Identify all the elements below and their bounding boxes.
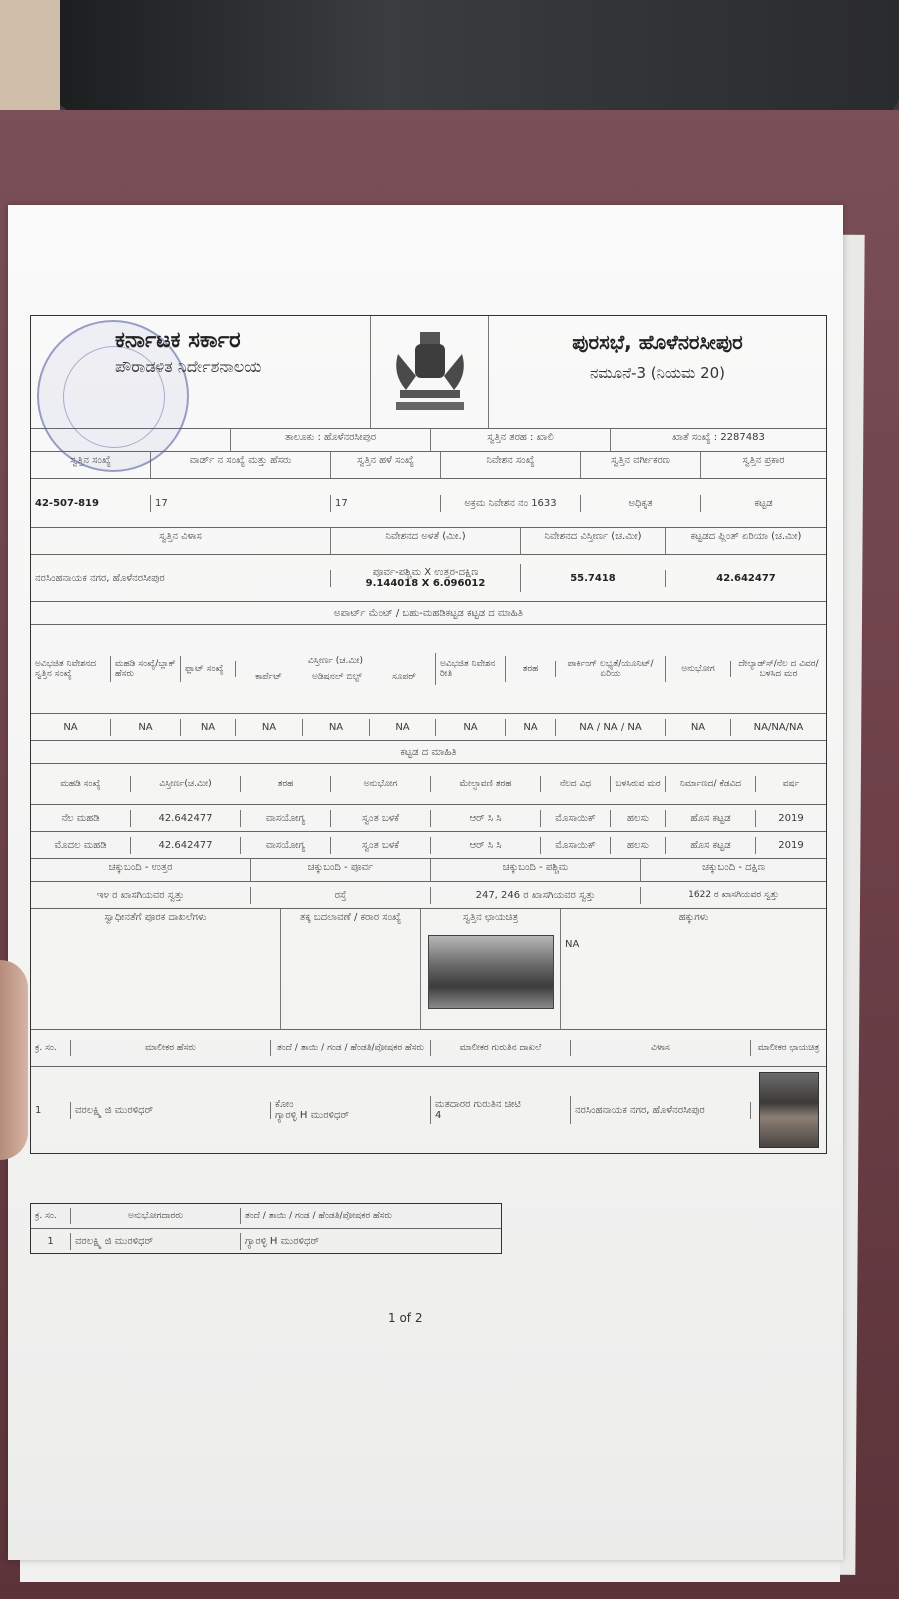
owner-name: ವರಲಕ್ಷ್ಮಿ ಜಿ ಮುರಳಿಧರ್	[71, 1102, 271, 1119]
building-row	[31, 805, 826, 832]
building-cell: ಮೊಸಾಯಿಕ್	[541, 837, 611, 854]
col-property-no: ಸ್ವತ್ತಿನ ಸಂಖ್ಯೆ	[31, 452, 151, 478]
col-building-0: ಮಹಡಿ ಸಂಖ್ಯೆ	[31, 776, 131, 792]
building-cell: 42.642477	[131, 837, 241, 854]
col-old-no: ಸ್ವತ್ತಿನ ಹಳೆ ಸಂಖ್ಯೆ	[331, 452, 441, 478]
building-rows	[31, 805, 826, 859]
property-form	[30, 315, 827, 1154]
apt-value: NA	[303, 719, 370, 736]
state-emblem-icon	[390, 330, 470, 414]
col-area-group	[236, 653, 436, 685]
building-cell: 42.642477	[131, 810, 241, 827]
building-cell: ಹೊಸ ಕಟ್ಟಡ	[666, 837, 756, 854]
docs-reg	[31, 909, 281, 1029]
khata-number: ಖಾತೆ ಸಂಖ್ಯೆ : 2287483	[672, 432, 765, 443]
area-group-label: ವಿಸ್ತೀರ್ಣ (ಚ.ಮೀ)	[307, 656, 364, 666]
property-number: 42-507-819	[31, 495, 151, 512]
col-built-area: ಕಟ್ಟಡದ ಪ್ಲಿಂತ್ ಏರಿಯಾ (ಚ.ಮೀ)	[690, 531, 802, 542]
col-building-8: ವರ್ಷ	[782, 779, 800, 789]
building-row	[31, 832, 826, 859]
col-possession-docs: ಸ್ವಾಧೀನತೆಗೆ ಪೂರಕ ದಾಖಲೆಗಳು	[104, 912, 207, 923]
apt-value: NA	[666, 719, 731, 736]
apt-value: NA	[370, 719, 436, 736]
col-usage: ಅನುಭೋಗ	[666, 661, 731, 677]
apt-value: NA	[236, 719, 303, 736]
laptop-in-background	[40, 0, 899, 120]
apt-value: NA	[181, 719, 236, 736]
building-cell: ವಾಸಯೋಗ್ಯ	[241, 837, 331, 854]
col-demand-no: ತಕ್ಕ ಬದಲಾವಣೆ / ಕರಾರ ಸಂಖ್ಯೆ	[281, 909, 421, 1029]
building-cell: ಹೊಸ ಕಟ್ಟಡ	[666, 810, 756, 827]
form-number: ನಮೂನೆ-3 (ನಿಯಮ 20)	[589, 364, 726, 382]
boundary-values-row	[31, 882, 826, 909]
col-building-7: ನಿರ್ಮಾಣದ/ ಕೆಡವಿದ	[666, 776, 756, 792]
id-type: ಮತದಾರರ ಗುರುತಿನ ಚೀಟಿ	[435, 1099, 521, 1110]
form-header	[31, 316, 826, 429]
col-building-5: ನೆಲದ ವಿಧ	[541, 776, 611, 792]
apt-value: NA	[111, 719, 181, 736]
col-east: ಚಕ್ಕುಬಂದಿ - ಪೂರ್ವ	[251, 859, 431, 881]
owner-photo-cell	[751, 1069, 826, 1151]
col-super: ಸೂಪರ್	[391, 672, 416, 682]
owner-photo	[759, 1072, 819, 1148]
apartment-values-row	[31, 714, 826, 741]
owner-address: ನರಸಿಂಹನಾಯಕ ನಗರ, ಹೊಳೆನರಸೀಪುರ	[571, 1102, 751, 1119]
property-address: ನರಸಿಂಹನಾಯಕ ನಗರ, ಹೊಳೆನರಸೀಪುರ	[31, 570, 331, 587]
col-occupant: ಅನುಭೋಗದಾರರು	[71, 1208, 241, 1224]
col-sl: ಕ್ರ. ಸಂ.	[31, 1040, 71, 1056]
owner-header-row	[31, 1030, 826, 1067]
page-indicator: 1 of 2	[388, 1311, 423, 1325]
building-cell: ಸ್ವಂತ ಬಳಕೆ	[331, 837, 431, 854]
header-right	[489, 316, 826, 428]
col-property-photo: ಸ್ವತ್ತಿನ ಛಾಯಚಿತ್ರ	[462, 912, 519, 923]
owner-values-row	[31, 1067, 826, 1153]
dimension-label: ಪೂರ್ವ-ಪಶ್ಚಿಮ X ಉತ್ತರ-ದಕ್ಷಿಣ	[372, 567, 479, 578]
occupant-sl: 1	[31, 1233, 71, 1250]
col-dimension: ನಿವೇಶನದ ಅಳತೆ (ಮೀ.)	[331, 528, 521, 554]
col-carpet: ಕಾರ್ಪೆಟ್	[255, 672, 282, 682]
property-kind: ಸ್ವತ್ತಿನ ತರಹ : ಖಾಲಿ	[431, 429, 611, 451]
col-building-6: ಬಳಸಿರುವ ಮರ	[611, 776, 666, 792]
boundary-east: ರಸ್ತೆ	[251, 887, 431, 904]
relation-type: ಕೋಂ	[275, 1099, 294, 1110]
relation-name: ಗ್ಯಾರಳ್ಳಿ H ಮುರಳಿಧರ್	[275, 1110, 349, 1121]
col-parking: ಪಾರ್ಕಿಂಗ್ ಲಭ್ಯತೆ/ಯೂನಿಟ್/ಏರಿಯ	[556, 656, 666, 682]
col-south: ಚಕ್ಕುಬಂದಿ - ದಕ್ಷಿಣ	[702, 862, 765, 873]
directorate-title: ಪೌರಾಡಳಿತ ನಿರ್ದೇಶನಾಲಯ	[115, 357, 262, 376]
apt-value: NA / NA / NA	[556, 719, 666, 736]
property-values-row	[31, 479, 826, 528]
apartment-header-row	[31, 625, 826, 714]
boundary-west: 247, 246 ರ ಖಾಸಗಿಯವರ ಸ್ವತ್ತು	[431, 887, 641, 904]
col-west: ಚಕ್ಕುಬಂದಿ - ಪಶ್ಚಿಮ	[431, 859, 641, 881]
col-relation: ತಂದೆ / ತಾಯಿ / ಗಂಡ / ಹೆಂಡತಿ/ಪೋಷಕರ ಹೆಸರು	[271, 1040, 431, 1056]
site-number: ಅಕ್ರಮ ನಿವೇಶನ ನಂ 1633	[441, 495, 581, 512]
building-cell: ಆರ್ ಸಿ ಸಿ	[431, 810, 541, 827]
col-id-doc: ಮಾಲೀಕರ ಗುರುತಿನ ದಾಖಲೆ	[431, 1040, 571, 1056]
building-cell: ನೆಲ ಮಹಡಿ	[31, 810, 131, 827]
building-cell: ಆರ್ ಸಿ ಸಿ	[431, 837, 541, 854]
site-area: 55.7418	[521, 570, 666, 587]
col-flat-no: ಫ್ಲಾಟ್ ಸಂಖ್ಯೆ	[181, 661, 236, 677]
col-site-no: ನಿವೇಶನ ಸಂಖ್ಯೆ	[441, 452, 581, 478]
col-owner-name: ಮಾಲೀಕರ ಹೆಸರು	[71, 1040, 271, 1056]
occupant-name: ವರಲಕ್ಷ್ಮಿ ಜಿ ಮುರಳಿಧರ್	[71, 1233, 241, 1250]
apt-value: NA	[506, 719, 556, 736]
apt-value: NA	[436, 719, 506, 736]
col-building-2: ತರಹ	[241, 776, 331, 792]
building-cell: ಹಲಸು	[611, 837, 666, 854]
classification: ಅಧಿಕೃತ	[581, 495, 701, 512]
boundary-north: ಇ೪ ರ ಖಾಸಗಿಯವರ ಸ್ವತ್ತು	[31, 887, 251, 904]
docs-remarks	[561, 909, 826, 1029]
col-ward: ವಾರ್ಡ್ ನ ಸಂಖ್ಯೆ ಮತ್ತು ಹೆಸರು	[151, 452, 331, 478]
owner-relation	[271, 1096, 431, 1124]
property-photo	[428, 935, 554, 1009]
building-cell: ಸ್ವಂತ ಬಳಕೆ	[331, 810, 431, 827]
boundary-south: 1622 ರ ಖಾಸಗಿಯವರ ಸ್ವತ್ತು	[688, 890, 779, 900]
building-title: ಕಟ್ಟಡ ದ ಮಾಹಿತಿ	[31, 741, 826, 764]
col-undivided-method: ಅವಿಭಜಿತ ನಿವೇಶನ ರೀತಿ	[436, 656, 506, 682]
taluk: ತಾಲೂಕು : ಹೊಳೆನರಸೀಪುರ	[231, 429, 431, 451]
col-owner-address: ವಿಳಾಸ	[571, 1040, 751, 1056]
apartment-title: ಅಪಾರ್ಟ್ ಮೆಂಟ್ / ಬಹು-ಮಹಡಿಕಟ್ಟಡ ಕಟ್ಟಡ ದ ಮಾಹಿತಿ	[31, 602, 826, 625]
occupant-values-row	[31, 1229, 501, 1253]
building-cell: ಮೊದಲ ಮಹಡಿ	[31, 837, 131, 854]
occupant-table	[30, 1203, 502, 1254]
building-cell: ವಾಸಯೋಗ್ಯ	[241, 810, 331, 827]
apt-value: NA	[31, 719, 111, 736]
building-cell: ಹಲಸು	[611, 810, 666, 827]
property-type: ಕಟ್ಟಡ	[754, 497, 773, 509]
col-kind: ತರಹ	[506, 661, 556, 677]
col-area: ನಿವೇಶನದ ವಿಸ್ತೀರ್ಣ (ಚ.ಮೀ)	[521, 528, 666, 554]
header-left	[31, 316, 371, 428]
docs-photo	[421, 909, 561, 1029]
col-occ-sl: ಕ್ರ. ಸಂ.	[31, 1208, 71, 1224]
dimension-cell	[331, 564, 521, 592]
address-values-row	[31, 555, 826, 602]
col-classification: ಸ್ವತ್ತಿನ ವರ್ಗೀಕರಣ	[581, 452, 701, 478]
col-floor-block: ಮಹಡಿ ಸಂಖ್ಯೆ/ಬ್ಲಾಕ್ ಹೆಸರು	[111, 656, 181, 682]
govt-title: ಕರ್ನಾಟಕ ಸರ್ಕಾರ	[115, 328, 241, 353]
col-roof-floor: ದೇಲ್ಯಾಡ್‌ಸ್‌/ನೆಲ ದ ವಿವರ/ಬಳಸಿದ ಮರ	[738, 659, 819, 679]
occupant-relation: ಗ್ಯಾರಳ್ಳಿ H ಮುರಳಿಧರ್	[245, 1235, 319, 1247]
col-additional-built: ಅಡಿಷನಲ್ ಬಿಲ್ಟ್	[312, 672, 362, 682]
building-cell: ಮೊಸಾಯಿಕ್	[541, 810, 611, 827]
owner-id	[431, 1096, 571, 1124]
ward-number: 17	[151, 495, 331, 512]
hand	[0, 960, 28, 1160]
col-building-3: ಅನುಭೋಗ	[331, 776, 431, 792]
col-building-1: ವಿಸ್ತೀರ್ಣ(ಚ.ಮೀ)	[131, 776, 241, 792]
address-header-row	[31, 528, 826, 555]
building-header-row	[31, 764, 826, 805]
rights-value: NA	[565, 939, 580, 950]
building-cell: 2019	[778, 839, 804, 851]
municipality-title: ಪುರಸಭೆ, ಹೊಳೆನರಸೀಪುರ	[572, 330, 743, 354]
id-number: 4	[435, 1110, 442, 1121]
col-occ-relation: ತಂದೆ / ತಾಯಿ / ಗಂಡ / ಹೆಂಡತಿ/ಪೋಷಕರ ಹೆಸರು	[245, 1211, 392, 1221]
col-owner-photo: ಮಾಲೀಕರ ಛಾಯಚಿತ್ರ	[757, 1043, 820, 1053]
occupant-header-row	[31, 1204, 501, 1229]
col-undivided-no: ಅವಿಭಜಿತ ನಿವೇಶನದ ಸ್ವತ್ತಿನ ಸಂಖ್ಯೆ	[31, 656, 111, 682]
col-rights: ಹಕ್ಕುಗಳು	[678, 912, 709, 923]
col-address: ಸ್ವತ್ತಿನ ವಿಳಾಸ	[31, 528, 331, 554]
col-north: ಚಕ್ಕುಬಂದಿ - ಉತ್ತರ	[31, 859, 251, 881]
old-number: 17	[331, 495, 441, 512]
boundary-header-row	[31, 859, 826, 882]
col-building-4: ಮೇಲ್ಛಾವಣಿ ತರಹ	[431, 776, 541, 792]
dimension-value: 9.144018 X 6.096012	[365, 578, 486, 589]
col-type: ಸ್ವತ್ತಿನ ಪ್ರಕಾರ	[742, 455, 785, 466]
built-area: 42.642477	[716, 572, 776, 584]
documents-row	[31, 909, 826, 1030]
building-cell: 2019	[778, 812, 804, 824]
apt-value: NA/NA/NA	[753, 721, 804, 733]
owner-sl: 1	[31, 1102, 71, 1119]
header-emblem	[371, 316, 489, 428]
